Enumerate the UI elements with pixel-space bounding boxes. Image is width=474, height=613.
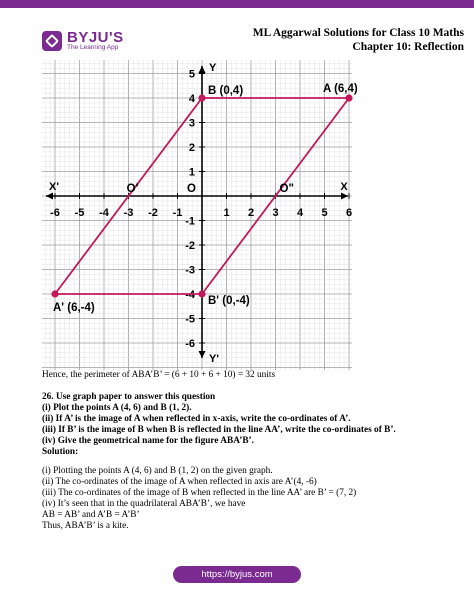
byjus-logo (42, 28, 124, 54)
point-label: A (6,4) (323, 83, 358, 95)
solution-label: Solution: (42, 447, 79, 457)
x-axis-label: X (340, 181, 348, 193)
point-label: A' (6,-4) (53, 302, 95, 314)
solution-step-4: (iv) It’s seen that in the quadrilateral ABA’B’, we have (42, 499, 246, 509)
header-line-1: ML Aggarwal Solutions for Class 10 Maths (252, 27, 464, 39)
x-tick-label: -3 (123, 207, 134, 219)
y-tick-label: -3 (185, 264, 195, 277)
x-tick-label: 6 (345, 207, 353, 219)
footer-link[interactable]: https://byjus.com (173, 566, 301, 583)
y-neg-axis-label: Y' (209, 353, 219, 365)
byjus-logo-icon (42, 31, 62, 51)
solution-step-1: (i) Plotting the points A (4, 6) and B (1, 2) on the given graph. (42, 466, 273, 476)
x-tick-label: -2 (148, 207, 158, 219)
x-tick-label: 1 (223, 207, 230, 219)
point-label: B' (0,-4) (208, 295, 250, 307)
x-tick-label: -1 (172, 207, 183, 219)
question-part-i: (i) Plot the points A (4, 6) and B (1, 2). (42, 403, 192, 413)
y-tick-label: -4 (185, 289, 195, 301)
y-axis-label: Y (209, 62, 217, 74)
plot-point (345, 94, 352, 101)
question-part-iv: (iv) Give the geometrical name for the figure ABA’B’. (42, 436, 254, 446)
intersection-label: O" (279, 183, 294, 195)
solution-step-3: (iii) The co-ordinates of the image of B when reflected in the line AA’ are B’ = (7, 2) (42, 488, 357, 498)
solution-step-5: AB = AB’ and A’B = A’B’ (42, 510, 140, 520)
page-header (253, 26, 464, 54)
x-tick-label: -4 (99, 207, 109, 219)
y-tick-label: 1 (188, 166, 195, 179)
y-tick-label: 3 (188, 117, 195, 130)
perimeter-text: Hence, the perimeter of ABA’B’ = (6 + 10 + 6 + 10) = 32 units (42, 370, 276, 380)
y-tick-label: -5 (185, 313, 195, 326)
question-part-iii: (iii) If B’ is the image of B when B is reflected in the line AA’, write the co-ordinates of B’. (42, 425, 396, 435)
origin-label: O (187, 183, 196, 195)
brand-tagline: The Learning App (67, 44, 119, 52)
y-tick-label: 2 (188, 142, 195, 154)
header-line-2: Chapter 10: Reflection (352, 41, 464, 53)
x-axis-arrow-left (46, 193, 53, 200)
plot-point (198, 290, 205, 297)
graph-grid (42, 60, 352, 370)
x-axis-arrow-right (341, 193, 348, 200)
y-axis-arrow-up (199, 66, 206, 73)
x-tick-label: 3 (272, 207, 279, 219)
y-tick-label: 5 (188, 68, 195, 81)
y-tick-label: 4 (188, 93, 195, 105)
point-label: B (0,4) (208, 85, 244, 97)
plot-point (198, 94, 205, 101)
plot-point (51, 290, 58, 297)
x-neg-axis-label: X' (49, 181, 59, 193)
top-brand-bar (0, 0, 474, 8)
x-tick-label: 2 (247, 207, 255, 219)
solution-step-6: Thus, ABA’B’ is a kite. (42, 521, 129, 531)
y-tick-label: -6 (185, 338, 195, 350)
question-title: 26. Use graph paper to answer this question (42, 392, 216, 402)
x-tick-label: -5 (74, 207, 85, 219)
x-tick-label: -6 (50, 207, 60, 219)
coordinate-graph (42, 60, 358, 370)
intersection-label: O' (126, 183, 139, 195)
solution-step-2: (ii) The co-ordinates of the image of A when reflected in axis are A’(4, -6) (42, 477, 317, 487)
x-tick-label: 5 (321, 207, 328, 219)
brand-name: BYJU'S (67, 29, 124, 47)
question-part-ii: (ii) If A’ is the image of A when reflected in x-axis, write the co-ordinates of A’. (42, 414, 351, 424)
x-tick-label: 4 (296, 207, 304, 219)
y-tick-label: -1 (185, 215, 195, 228)
y-axis-arrow-down (199, 351, 206, 358)
y-tick-label: -2 (185, 240, 195, 252)
